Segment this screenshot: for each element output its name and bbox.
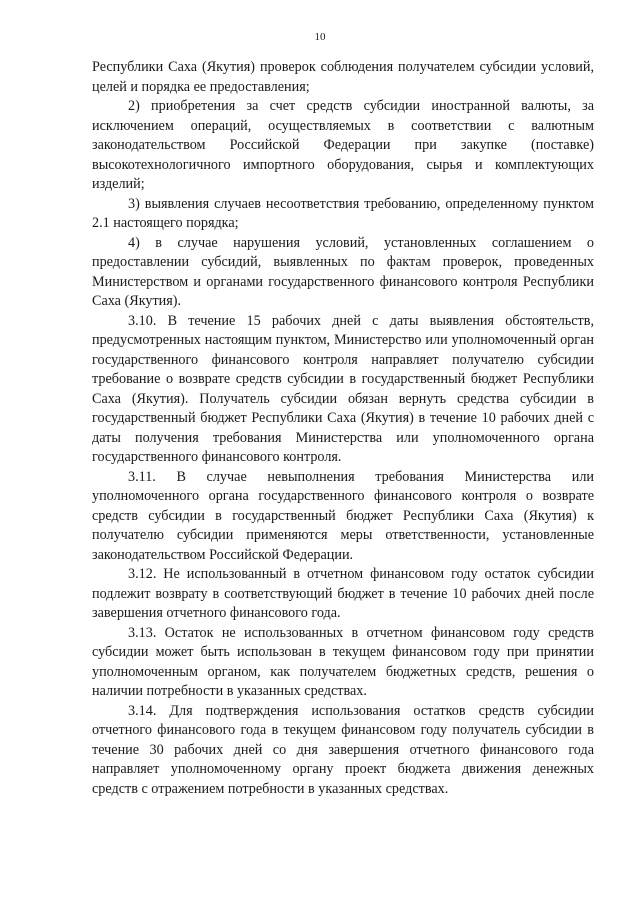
paragraph-continuation: Республики Саха (Якутия) проверок соблюдения получателем субсидии условий, целей и порядка ее предоставления; (92, 59, 594, 95)
document-body (92, 58, 594, 799)
paragraph-3-14: 3.14. Для подтверждения использования остатков средств субсидии отчетного финансового года в текущем финансовом году получатель субсидии в течение 30 рабочих дней со дня завершения отчетного финансового года направляет уполномоченному органу проект бюджета движения денежных средств с отражением потребности в указанных средствах. (92, 702, 594, 797)
paragraph-3-11: 3.11. В случае невыполнения требования Министерства или уполномоченного органа государственного финансового контроля о возврате средств субсидии в государственный бюджет Республики Саха (Якутия) к получателю субсидии применяются меры ответственности, установленные законодательством Российской Федерации. (92, 468, 594, 563)
paragraph-3-10: 3.10. В течение 15 рабочих дней с даты выявления обстоятельств, предусмотренных настоящим пунктом, Министерство или уполномоченный орган государственного финансового контроля направляет получателю субсидии требование о возврате средств субсидии в государственный бюджет Республики Саха (Якутия). Получатель субсидии обязан вернуть средства субсидии в государственный бюджет Республики Саха (Якутия) в течение 10 рабочих дней с даты получения требования Министерства или уполномоченного органа государственного финансового контроля. (92, 312, 594, 465)
paragraph-3-12: 3.12. Не использованный в отчетном финансовом году остаток субсидии подлежит возврату в соответствующий бюджет в течение 10 рабочих дней после завершения отчетного финансового года. (92, 566, 594, 621)
paragraph-item-3: 3) выявления случаев несоответствия требованию, определенному пунктом 2.1 настоящего порядка; (92, 195, 594, 231)
paragraph-3-13: 3.13. Остаток не использованных в отчетном финансовом году средств субсидии может быть использован в текущем финансовом году при принятии уполномоченным органом, как получателем бюджетных средств, решения о наличии потребности в указанных средствах. (92, 624, 594, 699)
page-number: 10 (314, 31, 326, 43)
paragraph-item-4: 4) в случае нарушения условий, установленных соглашением о предоставлении субсидий, выявленных по фактам проверок, проведенных Министерством и органами государственного финансового контроля Республики Саха (Якутия). (92, 234, 594, 309)
paragraph-item-2: 2) приобретения за счет средств субсидии иностранной валюты, за исключением операций, осуществляемых в соответствии с валютным законодательством Российской Федерации при закупке (поставке) высокотехнологичного импортного оборудования, сырья и комплектующих изделий; (92, 98, 594, 192)
